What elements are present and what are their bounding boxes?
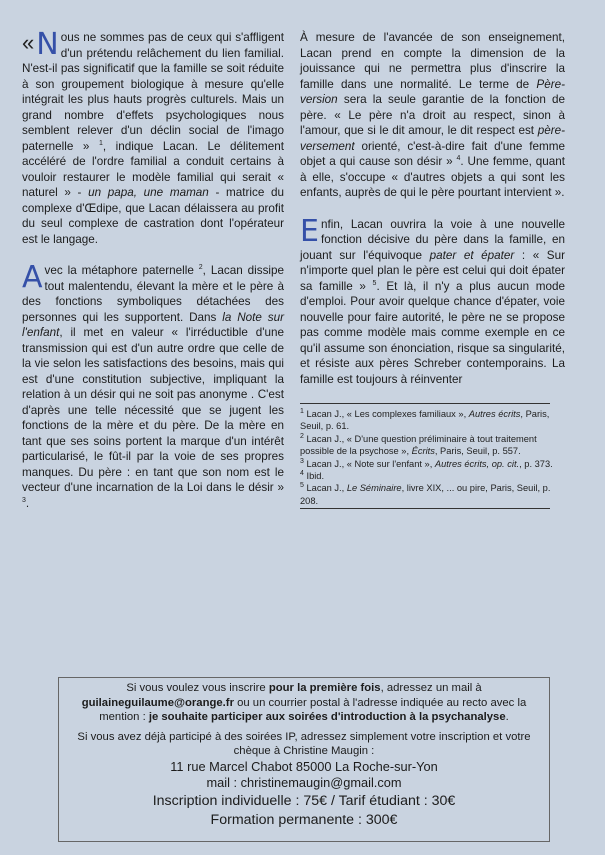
email-link[interactable]: guilaineguilaume@orange.fr — [81, 696, 234, 709]
text: orienté, c'est-à-dire fait d'une femme objet a qui cause son désir » — [300, 139, 565, 168]
footnote-4 — [300, 470, 565, 482]
registration-box — [58, 677, 550, 842]
text: , indique Lacan. Le délitement accéléré de l'ordre familial a conduit certains à vouloir restaurer le modèle familial qui serait « naturel » - — [22, 139, 284, 199]
left-column — [22, 27, 285, 527]
footnote-number: 5 — [300, 482, 304, 490]
paragraph-3 — [300, 30, 565, 201]
footnote-number: 2 — [300, 432, 304, 440]
dropcap-e: E — [300, 213, 319, 249]
footnote-5 — [300, 482, 565, 507]
italic-text: Autres écrits — [468, 409, 521, 419]
footnote-ref-2: 2 — [198, 264, 203, 272]
text: sera la seule garantie de la fonction de père. « Le père n'a droit au respect, sinon à l'amour, que si le dit amour, le dit respect est — [300, 93, 565, 137]
text: , livre XIX, ... ou pire, Paris, Seuil, p. 208. — [300, 483, 551, 506]
footnotes — [300, 408, 565, 507]
footnote-ref-4: 4 — [456, 155, 461, 163]
footnote-divider — [300, 403, 550, 404]
footnote-3 — [300, 458, 565, 470]
italic-text: Écrits — [411, 446, 435, 457]
price-individual: Inscription individuelle : 75€ / Tarif étudiant : 30€ — [152, 792, 456, 809]
text: Lacan J., « Les complexes familiaux », — [303, 409, 469, 419]
text: Si vous voulez vous inscrire — [126, 682, 269, 694]
text: : « Sur n'importe quel plan le père est celui qui doit épater sa famille » — [300, 248, 565, 293]
text: , il met en valeur « l'irréductible d'une transmission qui est d'un autre ordre que celle de la vie selon les satisfactions des besoins, mais qui est d'une constitution subjective, impliquant la relation à un désir qui ne soit pas anonyme . C'est d'après une telle nécessité que se jugent les fonctions de la mère et du père. De la mère en tant que ses soins portent la marque d'un intérêt particularisé, le fût-il par la voie de ses propres manques. Du père : en tant que son nom est le vecteur d'une incarnation de la Loi dans le désir » — [22, 326, 284, 494]
opening-quote: « — [22, 30, 35, 55]
text: . Une femme, quant à elle, s'occupe « d'autres objets a qui sont les enfants, auprès de qui le père pourtant intervient ». — [300, 155, 565, 199]
footnote-bottom-divider — [300, 508, 550, 509]
italic-text: pater et épater — [429, 248, 515, 262]
text: - matrice du complexe d'Œdipe, que Lacan délaissera au profit du seul complexe de castration dont l'opérateur est le langage. — [22, 186, 284, 246]
italic-text: Le Séminaire — [346, 483, 402, 494]
paragraph-2 — [22, 260, 285, 511]
registration-first-time — [67, 681, 541, 725]
bold-text: pour la première fois — [268, 682, 381, 694]
text: , Paris, Seuil, p. 557. — [434, 446, 521, 457]
text: Ibid. — [303, 471, 325, 482]
italic-text: un papa, une maman — [81, 186, 209, 199]
footnote-number: 3 — [300, 457, 304, 465]
postal-address: 11 rue Marcel Chabot 85000 La Roche-sur-Yon — [170, 758, 438, 774]
text: vec la métaphore paternelle — [44, 264, 194, 277]
text: , adressez un mail à — [380, 682, 482, 694]
text: ou un courrier postal à l'adresse indiquée au recto avec la mention : — [99, 696, 527, 723]
text: ous ne sommes pas de ceux qui s'affligent d'un prétendu relâchement du lien familial. N'est-il pas significatif que la famille se soit réduite à son groupement biologique à mesure qu'elle intégrait les plus hauts progrès culturels. Mais un grand nombre d'effets psychologiques nous semblent relever d'un déclin social de l'imago paternelle » — [22, 31, 284, 153]
text: , Paris, Seuil, p. 61. — [300, 409, 550, 432]
price-permanent: Formation permanente : 300€ — [210, 811, 398, 828]
footnote-1 — [300, 408, 565, 433]
text: nfin, Lacan ouvrira la voie à une nouvelle fonction décisive du père dans la famille, en jouant sur l'équivoque — [300, 217, 565, 262]
footnote-ref-1: 1 — [98, 139, 103, 147]
footnote-number: 1 — [300, 407, 304, 415]
text: Lacan J., « D'une question préliminaire à tout traitement possible de la psychose », — [300, 433, 537, 457]
paragraph-1 — [22, 27, 284, 247]
right-column — [300, 30, 565, 509]
italic-text: Père-version — [300, 77, 565, 106]
italic-text: père-versement — [300, 124, 565, 153]
dropcap-a: A — [22, 260, 43, 295]
italic-text: la Note sur l'enfant — [22, 310, 284, 339]
text: , Lacan dissipe tout malentendu, élevant la mère et le père à des fonctions symboliques détachées des personnes qui les supportent. Dans — [22, 264, 285, 324]
text: , p. 373. — [519, 458, 553, 469]
text: . — [25, 496, 30, 510]
footnote-ref-3: 3 — [22, 496, 26, 504]
registration-returning: Si vous avez déjà participé à des soirées IP, adressez simplement votre inscription et votre chèque à Christine Maugin : — [77, 730, 531, 757]
contact-mail[interactable]: mail : christinemaugin@gmail.com — [206, 775, 402, 790]
footnote-number: 4 — [300, 469, 304, 477]
italic-text: Autres écrits, op. cit. — [434, 458, 520, 469]
text: Lacan J., « Note sur l'enfant », — [303, 458, 435, 469]
footnote-ref-5: 5 — [372, 279, 377, 287]
text: . Et là, il n'y a plus aucun mode d'emploi. Pour avoir quelque chance d'épater, voie nouvelle pour faire autorité, le père ne se propose pas comme modèle mais comme exemple en ce qu'il assume son énonciation, risque sa singularité, et résiste aux pères Schreber contemporains. La famille est toujours à réinventer — [300, 279, 565, 386]
footnote-2 — [300, 433, 565, 458]
text: Lacan J., — [303, 483, 347, 494]
paragraph-4 — [300, 213, 565, 388]
text: . — [505, 711, 509, 723]
dropcap-n: N — [36, 27, 59, 62]
text: À mesure de l'avancée de son enseignement, Lacan prend en compte la dimension de la jouissance qui ne permettra plus d'inscrire la famille dans une normalité. Le terme de — [300, 31, 565, 91]
bold-text: je souhaite participer aux soirées d'introduction à la psychanalyse — [148, 711, 506, 723]
